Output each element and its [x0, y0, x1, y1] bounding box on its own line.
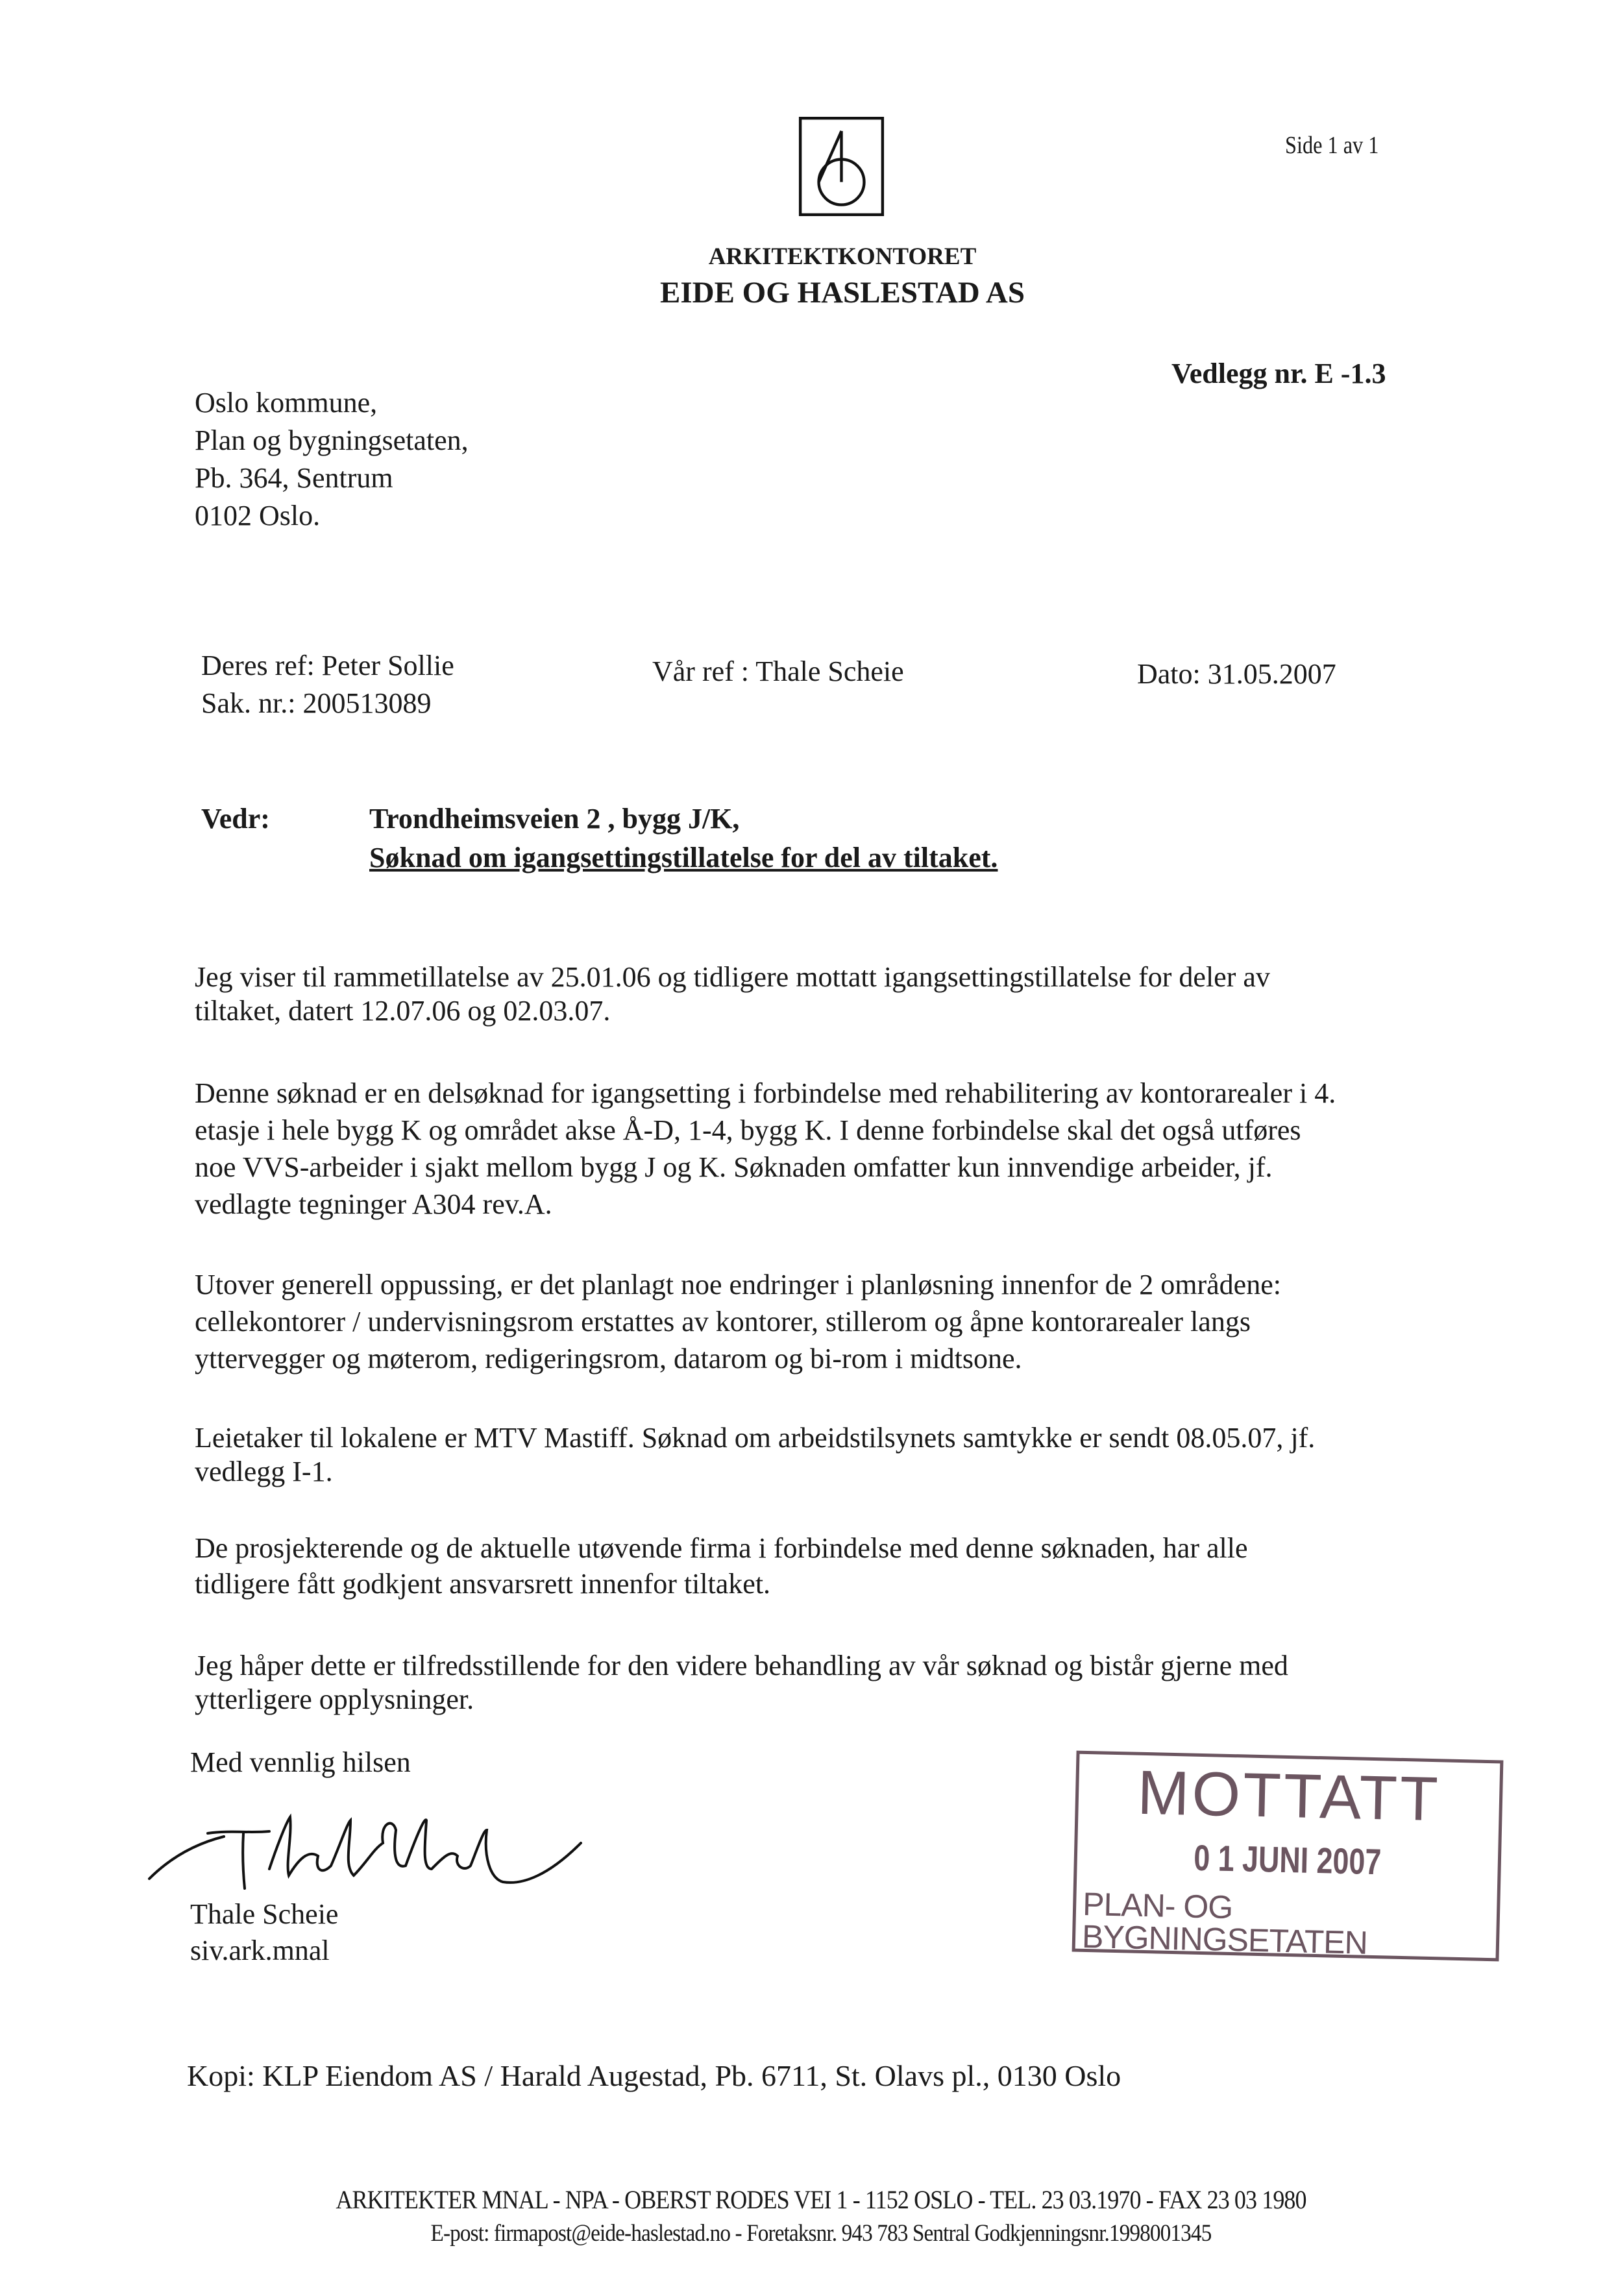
paragraph-line: tidligere fått godkjent ansvarsrett innenfor tiltaket. — [195, 1568, 771, 1600]
subject-line1: Trondheimsveien 2 , bygg J/K, — [369, 803, 740, 835]
recipient-address — [195, 384, 469, 535]
signer-title: siv.ark.mnal — [190, 1935, 330, 1966]
paragraph-3 — [195, 1266, 1281, 1377]
received-stamp — [1072, 1751, 1504, 1962]
page-indicator: Side 1 av 1 — [1285, 132, 1379, 159]
paragraph-4 — [195, 1421, 1315, 1489]
address-line: Plan og bygningsetaten, — [195, 424, 469, 456]
paragraph-line: ytterligere opplysninger. — [195, 1683, 474, 1715]
paragraph-line: tiltaket, datert 12.07.06 og 02.03.07. — [195, 995, 611, 1027]
paragraph-line: Utover generell oppussing, er det planlagt noe endringer i planløsning innenfor de 2 områdene: — [195, 1269, 1281, 1301]
paragraph-line: vedlagte tegninger A304 rev.A. — [195, 1188, 552, 1220]
company-name-line1: ARKITEKTKONTORET — [708, 243, 977, 270]
paragraph-line: noe VVS-arbeider i sjakt mellom bygg J og K. Søknaden omfatter kun innvendige arbeider, jf. — [195, 1151, 1273, 1183]
paragraph-line: Jeg håper dette er tilfredsstillende for den videre behandling av vår søknad og bistår gjerne med — [195, 1650, 1288, 1681]
paragraph-2 — [195, 1075, 1336, 1223]
paragraph-line: yttervegger og møterom, redigeringsrom, datarom og bi-rom i midtsone. — [195, 1343, 1022, 1374]
your-reference: Deres ref: Peter Sollie — [201, 650, 454, 681]
closing-greeting: Med vennlig hilsen — [190, 1746, 411, 1778]
copy-recipient: Kopi: KLP Eiendom AS / Harald Augestad, Pb. 6711, St. Olavs pl., 0130 Oslo — [187, 2059, 1121, 2092]
paragraph-1 — [195, 960, 1270, 1028]
handwritten-signature — [146, 1804, 587, 1895]
paragraph-line: Jeg viser til rammetillatelse av 25.01.06 og tidligere mottatt igangsettingstillatelse for deler av — [195, 961, 1270, 993]
paragraph-line: etasje i hele bygg K og området akse Å-D, 1-4, bygg K. I denne forbindelse skal det også utføres — [195, 1114, 1301, 1146]
subject-line2: Søknad om igangsettingstillatelse for del av tiltaket. — [369, 842, 998, 873]
attachment-number: Vedlegg nr. E -1.3 — [1171, 358, 1386, 389]
stamp-agency: PLAN- OG BYGNINGSETATEN — [1081, 1885, 1368, 1961]
footer-contact: E-post: firmapost@eide-haslestad.no - Foretaksnr. 943 783 Sentral Godkjenningsnr.1998001345 — [430, 2220, 1212, 2247]
company-name-line2: EIDE OG HASLESTAD AS — [659, 276, 1025, 310]
subject-label: Vedr: — [201, 803, 270, 835]
paragraph-line: Denne søknad er en delsøknad for igangsetting i forbindelse med rehabilitering av kontorarealer i 4. — [195, 1077, 1336, 1109]
our-reference: Vår ref : Thale Scheie — [652, 655, 904, 687]
paragraph-line: cellekontorer / undervisningsrom erstattes av kontorer, stillerom og åpne kontorarealer langs — [195, 1306, 1251, 1337]
paragraph-line: Leietaker til lokalene er MTV Mastiff. Søknad om arbeidstilsynets samtykke er sendt 08.05.07, jf. — [195, 1422, 1316, 1454]
signer-name: Thale Scheie — [190, 1898, 339, 1930]
letter-date: Dato: 31.05.2007 — [1137, 658, 1336, 690]
company-logo — [798, 117, 885, 216]
paragraph-6 — [195, 1649, 1288, 1716]
paragraph-5 — [195, 1530, 1248, 1602]
address-line: 0102 Oslo. — [195, 500, 321, 531]
address-line: Oslo kommune, — [195, 387, 378, 419]
stamp-received-text: MOTTATT — [1136, 1757, 1441, 1835]
case-number: Sak. nr.: 200513089 — [201, 687, 432, 719]
stamp-date: 0 1 JUNI 2007 — [1193, 1837, 1382, 1883]
footer-address: ARKITEKTER MNAL - NPA - OBERST RODES VEI 1 - 1152 OSLO - TEL. 23 03.1970 - FAX 23 03 1980 — [336, 2185, 1306, 2214]
paragraph-line: De prosjekterende og de aktuelle utøvende firma i forbindelse med denne søknaden, har alle — [195, 1532, 1248, 1564]
paragraph-line: vedlegg I-1. — [195, 1456, 333, 1487]
address-line: Pb. 364, Sentrum — [195, 462, 393, 494]
